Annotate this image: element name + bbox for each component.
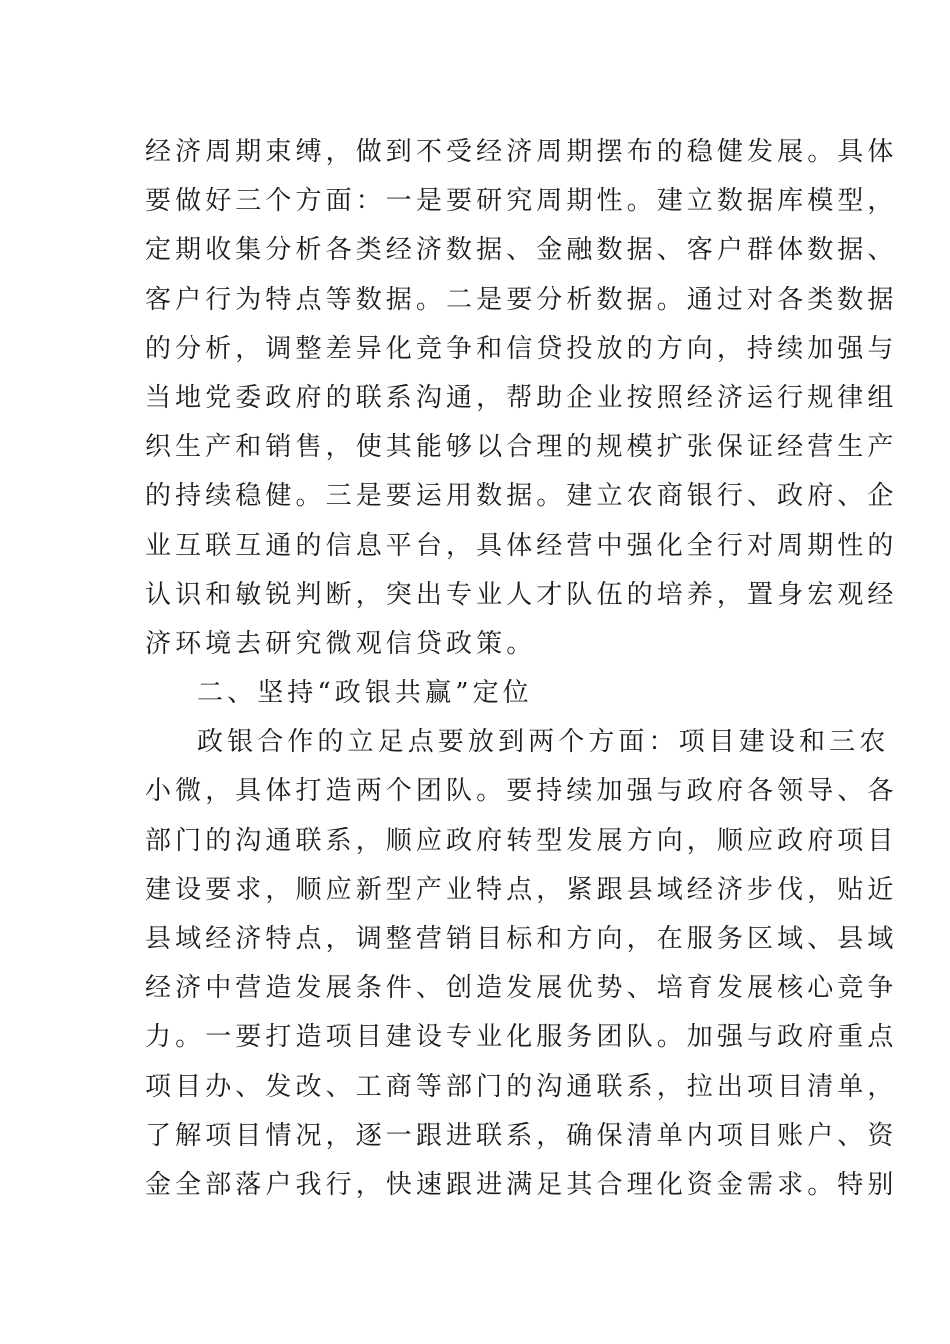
body-line: 小微，具体打造两个团队。要持续加强与政府各领导、各 xyxy=(145,776,898,807)
body-line: 经济中营造发展条件、创造发展优势、培育发展核心竞争 xyxy=(145,973,898,1004)
body-line: 力。一要打造项目建设专业化服务团队。加强与政府重点 xyxy=(145,1022,898,1053)
body-line: 建设要求，顺应新型产业特点，紧跟县域经济步伐，贴近 xyxy=(145,874,898,905)
body-line: 业互联互通的信息平台，具体经营中强化全行对周期性的 xyxy=(145,530,898,561)
body-line: 济环境去研究微观信贷政策。 xyxy=(145,628,537,659)
body-line: 了解项目情况，逐一跟进联系，确保清单内项目账户、资 xyxy=(145,1120,898,1151)
document-body xyxy=(145,128,898,1210)
body-line: 客户行为特点等数据。二是要分析数据。通过对各类数据 xyxy=(145,284,898,315)
body-line: 要做好三个方面：一是要研究周期性。建立数据库模型， xyxy=(145,186,898,217)
body-line: 定期收集分析各类经济数据、金融数据、客户群体数据、 xyxy=(145,235,898,266)
body-line: 县域经济特点，调整营销目标和方向，在服务区域、县域 xyxy=(145,924,898,954)
body-line: 织生产和销售，使其能够以合理的规模扩张保证经营生产 xyxy=(145,432,898,463)
body-line: 的持续稳健。三是要运用数据。建立农商银行、政府、企 xyxy=(145,481,898,512)
body-line: 金全部落户我行，快速跟进满足其合理化资金需求。特别 xyxy=(145,1169,898,1200)
body-line: 部门的沟通联系，顺应政府转型发展方向，顺应政府项目 xyxy=(145,825,898,856)
body-line: 的分析，调整差异化竞争和信贷投放的方向，持续加强与 xyxy=(145,333,898,364)
body-line: 经济周期束缚，做到不受经济周期摆布的稳健发展。具体 xyxy=(145,137,898,167)
body-line: 项目办、发改、工商等部门的沟通联系，拉出项目清单， xyxy=(145,1071,898,1102)
paragraph-first-line: 政银合作的立足点要放到两个方面：项目建设和三农 xyxy=(197,727,890,758)
section-heading: 二、坚持“政银共赢”定位 xyxy=(197,678,533,709)
body-line: 认识和敏锐判断，突出专业人才队伍的培养，置身宏观经 xyxy=(145,579,898,610)
body-line: 当地党委政府的联系沟通，帮助企业按照经济运行规律组 xyxy=(145,382,898,413)
